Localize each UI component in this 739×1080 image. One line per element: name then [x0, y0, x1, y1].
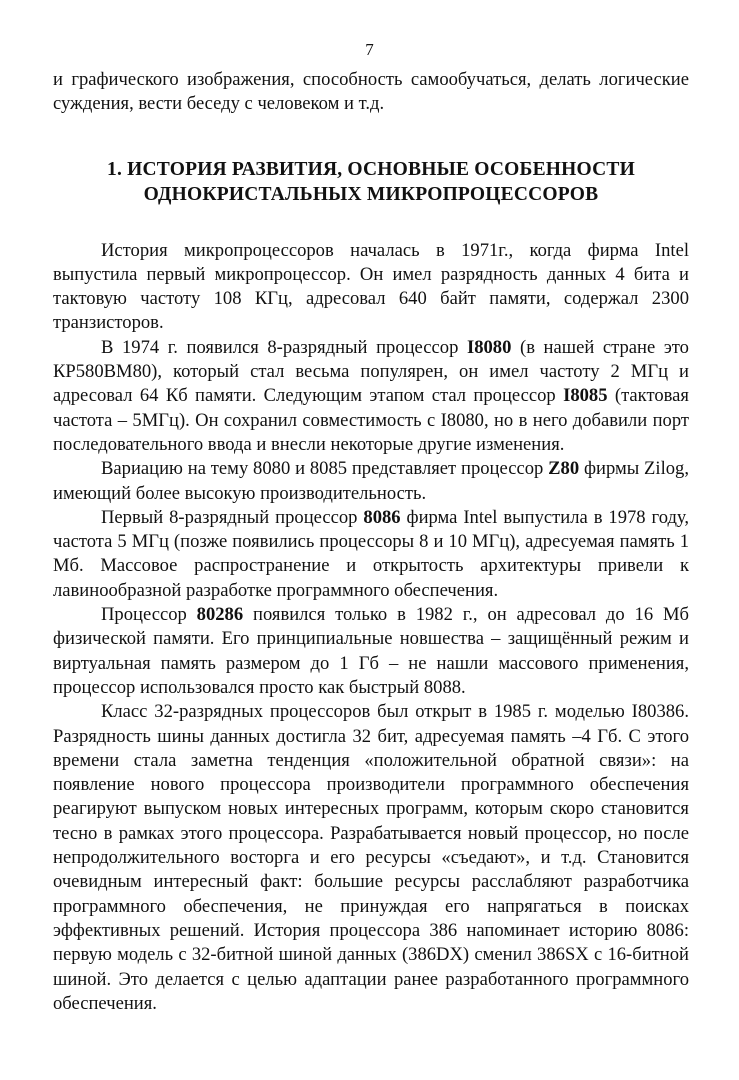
paragraph-2-text-1: В 1974 г. появился 8-разрядный процессор [101, 336, 467, 358]
paragraph-5-text-2: появился только в 1982 г., он адресовал до 16 Мб физической памяти. Его принципиальные новшества – защищённый режим и виртуальная память размером до 1 Гб – не нашли массового применения, процессор использовался просто как быстрый 8088. [53, 604, 689, 698]
page-number: 7 [365, 40, 374, 59]
section-heading-line-2: ОДНОКРИСТАЛЬНЫХ МИКРОПРОЦЕССОРОВ [143, 183, 599, 205]
paragraph-5-text-1: Процессор [101, 604, 197, 626]
paragraph-2 [53, 336, 689, 457]
paragraph-1: История микропроцессоров началась в 1971г., когда фирма Intel выпустила первый микропроцессор. Он имел разрядность данных 4 бита и тактовую частоту 108 КГц, адресовал 640 байт памяти, содержал 2300 транзисторов. [53, 239, 689, 334]
paragraph-2-text-3: (тактовая частота – 5МГц). Он сохранил совместимость с I8080, но в него добавили порт последовательного ввода и внесли некоторые другие изменения. [53, 385, 689, 455]
paragraph-3-text-2: фирмы Zilog, имеющий более высокую производительность. [53, 458, 689, 504]
paragraph-2-bold-i8080: I8080 [466, 336, 512, 358]
page-content [53, 68, 689, 1016]
section-heading-line-1: 1. ИСТОРИЯ РАЗВИТИЯ, ОСНОВНЫЕ ОСОБЕННОСТИ [107, 158, 635, 180]
paragraph-3 [53, 457, 689, 506]
intro-paragraph: и графического изображения, способность самообучаться, делать логические суждения, вести беседу с человеком и т.д. [53, 69, 689, 115]
paragraph-6: Класс 32-разрядных процессоров был открыт в 1985 г. моделью I80386. Разрядность шины данных достигла 32 бит, адресуемая память –4 Гб. С этого времени стала заметна тенденция «положительной обратной связи»: на появление нового процессора производители программного обеспечения реагируют выпуском новых интересных программ, которым скоро становится тесно в рамках этого процессора. Разрабатывается новый процессор, но после непродолжительного восторга и его ресурсы «съедают», и т.д. Становится очевидным интересный факт: большие ресурсы расслабляют разработчика программного обеспечения, не принуждая его напрягаться в поисках эффективных решений. История процессора 386 напоминает историю 8086: первую модель с 32-битной шиной данных (386DX) сменил 386SX с 16-битной шиной. Это делается с целью адаптации ранее разработанного программного обеспечения. [53, 701, 689, 1014]
paragraph-4-bold-8086: 8086 [363, 506, 401, 528]
paragraph-2-bold-i8085: I8085 [563, 385, 608, 407]
paragraph-4-text-1: Первый 8-разрядный процессор [101, 506, 364, 528]
paragraph-4 [53, 506, 689, 603]
paragraph-3-bold-z80: Z80 [548, 458, 580, 480]
paragraph-2-text-2: (в нашей стране это КР580ВМ80), который стал весьма популярен, он имел частоту 2 МГц и адресовал 64 Кб памяти. Следующим этапом стал процессор [53, 336, 689, 407]
paragraph-3-text-1: Вариацию на тему 8080 и 8085 представляет процессор [101, 458, 549, 480]
paragraph-5 [53, 603, 689, 700]
paragraph-5-bold-80286: 80286 [196, 604, 244, 626]
section-heading [53, 157, 689, 207]
paragraph-4-text-2: фирма Intel выпустила в 1978 году, частота 5 МГц (позже появились процессоры 8 и 10 МГц), адресуемая память 1 Мб. Массовое распространение и открытость архитектуры привели к лавинообразной разработке программного обеспечения. [53, 506, 689, 601]
